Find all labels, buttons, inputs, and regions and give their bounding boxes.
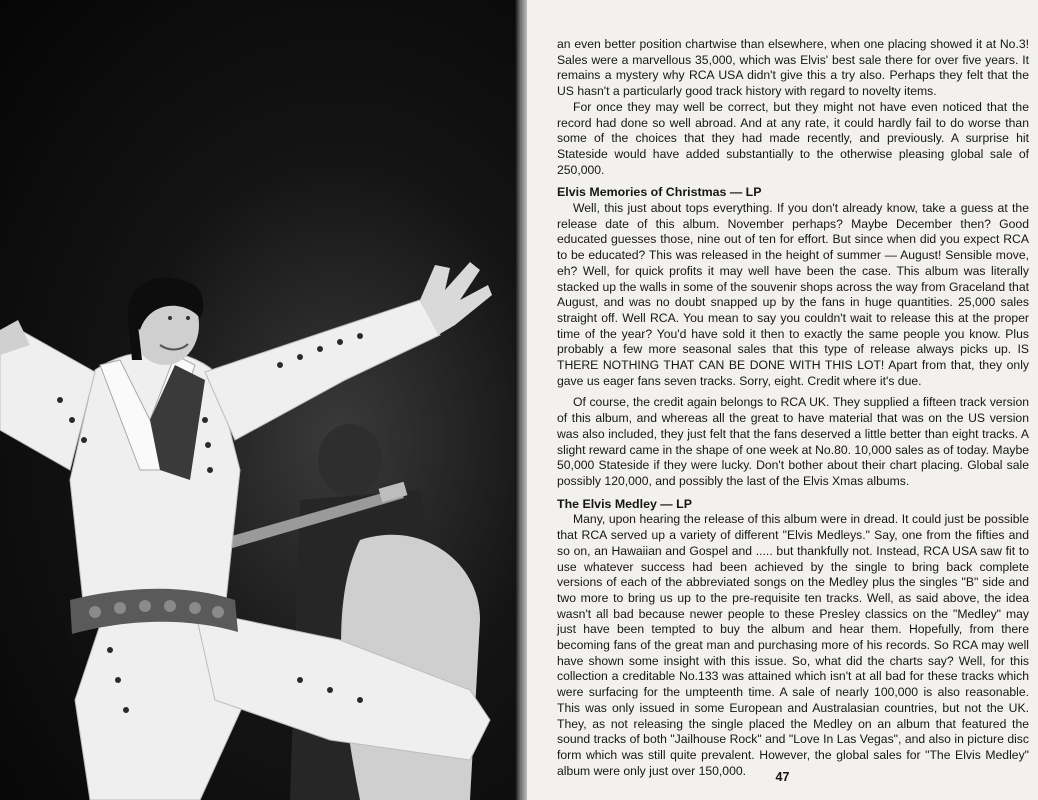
paragraph: Of course, the credit again belongs to RCA UK. They supplied a fifteen track version of this album, and whereas all the great to have material that was on the US version was also included, they just felt that the fans deserved a little better than eight tracks. A slight reward came in the shape of one week at No.80. 10,000 sales as of today. Maybe 50,000 Stateside if they were lucky. Don't bother about their chart placing. Global sale possibly 120,000, and possibly the last of the Elvis Xmas albums.	[557, 395, 1029, 488]
section-heading-medley: The Elvis Medley — LP	[557, 496, 692, 511]
section-heading-christmas: Elvis Memories of Christmas — LP	[557, 185, 762, 200]
page-number: 47	[775, 770, 790, 784]
paragraph: Many, upon hearing the release of this album were in dread. It could just be possible that RCA served up a variety of different "Elvis Medleys." Say, one from the fifties and so on, an Hawaiian and Gospel and ..... but thankfully not. Instead, RCA USA saw fit to use whatever success had been achieved by the single to bring back complete versions of each of the abbreviated songs on the Medley plus the singles "B" side and two more to bring us up to the pre-requisite ten tracks. Well, as said above, the idea wasn't all bad because newer people to these Presley classics on the "Medley" may just have been tempted to buy the album and hear them. Hopefully, from there becoming fans of the great man and purchasing more of his records. So RCA may well have shown some insight with this issue. So, what did the charts say? Well, for this collection a creditable No.133 was attained which isn't at all bad for these tracks which were surfacing for the umpteenth time. A sale of nearly 100,000 is also reasonable. This was only issued in some European and Australasian countries, but not the UK. They, as not releasing the single placed the Medley on an album that featured the sound tracks of both "Jailhouse Rock" and "Love In Las Vegas", and also in picture disc form which was still quite prevalent. However, the global sales for "The Elvis Medley" album were only just over 150,000.	[557, 512, 1029, 778]
paragraph: For once they may well be correct, but they might not have even noticed that the record had done so well abroad. And at any rate, it could hardly fail to do worse than some of the choices that they had made recently, and previously. A surprise hit Stateside would have added substantially to the otherwise pleasing global sale of 250,000.	[557, 99, 1029, 177]
paragraph: Well, this just about tops everything. If you don't already know, take a guess at the release date of this album. November perhaps? Maybe December then? Good educated guesses those, nine out of ten for effort. But since when did you expect RCA to be educated? This was released in the height of summer — August! Sensible move, eh? Well, for quick profits it may well have been the case. This album was literally stacked up the walls in some of the souvenir shops across the way from Graceland that August, and was no doubt snapped up by the fans in huge quantities. 25,000 sales straight off. Well RCA. You mean to say you couldn't wait to release this at the proper time of the year? You'd have sold it then to exactly the same people you know. Plus probably a few more seasonal sales that this type of release always picks up. IS THERE NOTHING THAT CAN BE DONE WITH THIS LOT! Apart from that, they only gave us eager fans seven tracks. Sorry, eight. Credit where it's due.	[557, 201, 1029, 388]
article-body	[557, 37, 1029, 779]
text-page	[527, 0, 1038, 800]
paragraph-continued: an even better position chartwise than elsewhere, when one placing showed it at No.3! Sales were a marvellous 35,000, which was Elvis' best sale there for over five years. It remains a mystery why RCA USA didn't give this a try also. Perhaps they felt that the US hasn't a particularly good track history with regard to novelty items.	[557, 37, 1029, 99]
